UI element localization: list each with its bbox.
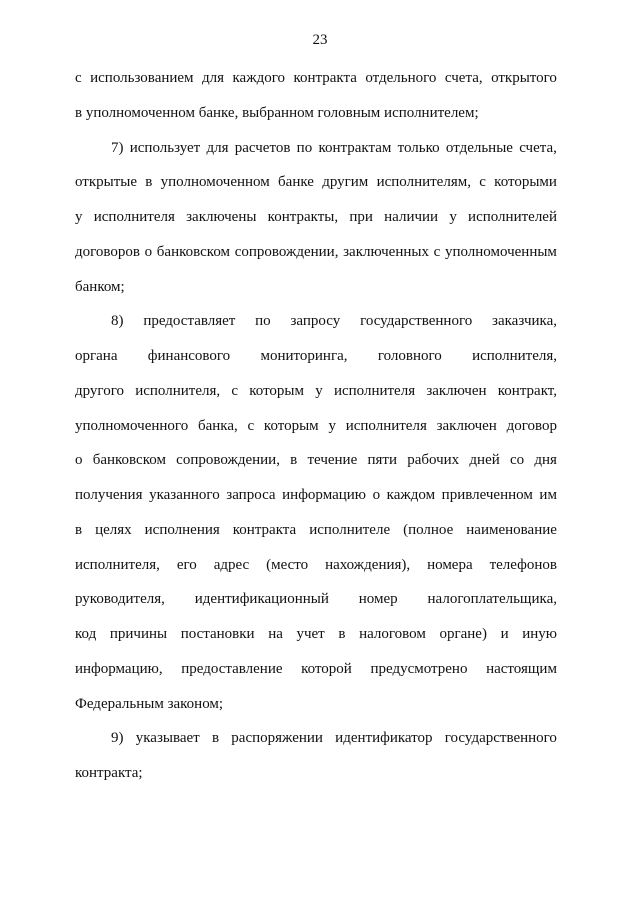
word: с: [231, 382, 239, 399]
word: расчетов: [234, 139, 291, 156]
word: о: [144, 243, 153, 260]
word: идентификационный: [194, 591, 329, 608]
word: контракт,: [497, 382, 557, 399]
word: которыми: [494, 174, 557, 191]
word: привлеченном: [441, 487, 533, 503]
word: исполнителя: [93, 209, 175, 225]
word: заказчика,: [492, 313, 557, 330]
word: у: [328, 417, 336, 434]
text-line: [75, 131, 557, 166]
page-number: 23: [312, 32, 328, 48]
word: открытые: [75, 174, 138, 191]
word: распоряжении: [231, 730, 323, 747]
text-line: [75, 374, 557, 409]
word: в: [290, 452, 298, 469]
word: запросу: [290, 313, 341, 330]
paragraph-item-8: [75, 304, 557, 721]
word: идентификатор: [335, 730, 433, 747]
word: использованием: [90, 70, 194, 86]
text-line: [75, 165, 557, 200]
word: в: [211, 730, 220, 747]
word: указанного: [149, 487, 220, 503]
word: договор: [506, 417, 557, 434]
word: счета,: [519, 139, 557, 156]
word: банковском: [92, 452, 166, 469]
word: государственного: [444, 730, 557, 747]
word: рабочих: [407, 452, 460, 469]
word: исполнения: [144, 521, 220, 538]
text-line: [75, 200, 557, 235]
word: органе): [439, 626, 487, 642]
word: отдельного: [365, 70, 437, 86]
word: налогоплательщика,: [427, 591, 557, 608]
text-line: [75, 617, 557, 652]
word: договоров: [75, 243, 140, 260]
word: исполнителя,: [135, 382, 221, 399]
word: мониторинга,: [260, 348, 348, 364]
word: настоящим: [486, 660, 557, 677]
word: код: [75, 626, 97, 642]
word: адрес: [213, 556, 250, 573]
word: государственного: [360, 313, 473, 330]
word: 7): [111, 139, 124, 156]
text-line: [75, 409, 557, 444]
word: исполнителя: [333, 382, 416, 399]
word: банке: [278, 174, 314, 191]
text-line: [75, 513, 557, 548]
word: контракты,: [267, 209, 339, 225]
word: предоставление: [181, 660, 283, 677]
document-body: [75, 61, 557, 791]
paragraph-item-9: [75, 721, 557, 791]
word: уполномоченного: [75, 417, 189, 434]
word: иную: [522, 626, 557, 642]
text-line: [75, 61, 557, 96]
word: исполнителям,: [376, 174, 471, 191]
word: со: [509, 452, 525, 469]
word: в: [75, 521, 83, 538]
word: отдельные: [445, 139, 513, 156]
word: причины: [109, 626, 168, 642]
word: контрактам: [318, 139, 392, 156]
text-line: [75, 582, 557, 617]
word: с: [75, 70, 82, 86]
word: с: [247, 417, 255, 434]
word: которой: [301, 660, 352, 677]
word: (полное: [403, 521, 454, 538]
word: контракта: [293, 70, 357, 86]
word: номер: [358, 591, 398, 608]
word: которым: [263, 417, 319, 434]
word: 8): [111, 313, 124, 330]
word: исполнителей: [468, 209, 557, 225]
word: указывает: [135, 730, 200, 747]
word: течение: [307, 452, 358, 469]
word: информацию,: [75, 660, 163, 677]
word: у: [449, 209, 457, 225]
text-line: [75, 235, 557, 270]
word: получения: [75, 487, 143, 503]
word: о: [75, 452, 83, 469]
word: заключены: [186, 209, 257, 225]
word: банковском: [156, 243, 231, 260]
text-line: [75, 652, 557, 687]
text-line: в уполномоченном банке, выбранном головным исполнителем;: [75, 104, 479, 121]
word: нахождения),: [325, 556, 411, 573]
text-line: [75, 339, 557, 374]
word: информацию: [282, 487, 367, 503]
word: другим: [322, 174, 369, 191]
word: исполнителя,: [472, 348, 557, 364]
word: финансового: [147, 348, 231, 364]
word: уполномоченным: [444, 243, 557, 260]
word: каждом: [386, 487, 436, 503]
word: на: [268, 626, 283, 642]
word: сопровождении,: [234, 243, 339, 260]
word: дня: [534, 452, 557, 469]
word: которым: [249, 382, 304, 399]
word: заключен: [436, 417, 497, 434]
word: по: [296, 139, 313, 156]
word: для: [206, 139, 229, 156]
word: его: [176, 556, 197, 573]
text-line: Федеральным законом;: [75, 695, 224, 712]
paragraph-item-7: [75, 131, 557, 305]
word: (место: [266, 556, 309, 573]
text-line: банком;: [75, 278, 125, 295]
word: в: [338, 626, 346, 642]
text-line: [75, 304, 557, 339]
word: номера: [427, 556, 473, 573]
word: телефонов: [489, 556, 557, 573]
text-line: [75, 443, 557, 478]
word: при: [349, 209, 373, 225]
word: для: [202, 70, 225, 86]
word: руководителя,: [75, 591, 165, 608]
word: наименование: [466, 521, 557, 538]
word: наличии: [384, 209, 439, 225]
word: заключенных: [343, 243, 429, 260]
text-line: контракта;: [75, 765, 143, 781]
word: органа: [75, 348, 118, 364]
word: заключен: [426, 382, 487, 399]
word: открытого: [491, 70, 557, 86]
text-line: [75, 548, 557, 583]
word: предоставляет: [143, 313, 236, 330]
word: головного: [377, 348, 442, 364]
word: запроса: [226, 487, 276, 503]
word: банка,: [197, 417, 238, 434]
word: и: [500, 626, 509, 642]
word: счета,: [444, 70, 483, 86]
word: у: [315, 382, 323, 399]
text-line: [75, 721, 557, 756]
text-line: [75, 478, 557, 513]
word: по: [255, 313, 271, 330]
word: с: [433, 243, 441, 260]
word: налоговом: [359, 626, 426, 642]
word: у: [75, 209, 83, 225]
word: уполномоченном: [160, 174, 270, 191]
word: другого: [75, 382, 124, 399]
word: пяти: [367, 452, 397, 469]
word: только: [397, 139, 440, 156]
word: целях: [95, 521, 132, 538]
word: в: [145, 174, 153, 191]
word: дней: [469, 452, 500, 469]
word: им: [539, 487, 557, 503]
word: использует: [129, 139, 201, 156]
word: предусмотрено: [370, 660, 468, 677]
word: контракта: [232, 521, 297, 538]
word: постановки: [180, 626, 255, 642]
word: учет: [296, 626, 325, 642]
word: каждого: [232, 70, 285, 86]
word: исполнителя,: [75, 556, 160, 573]
word: с: [479, 174, 486, 191]
paragraph-continuation: [75, 61, 557, 131]
word: исполнителя: [345, 417, 427, 434]
word: сопровождении,: [176, 452, 280, 469]
word: 9): [111, 730, 124, 747]
word: о: [372, 487, 381, 503]
word: исполнителе: [309, 521, 391, 538]
